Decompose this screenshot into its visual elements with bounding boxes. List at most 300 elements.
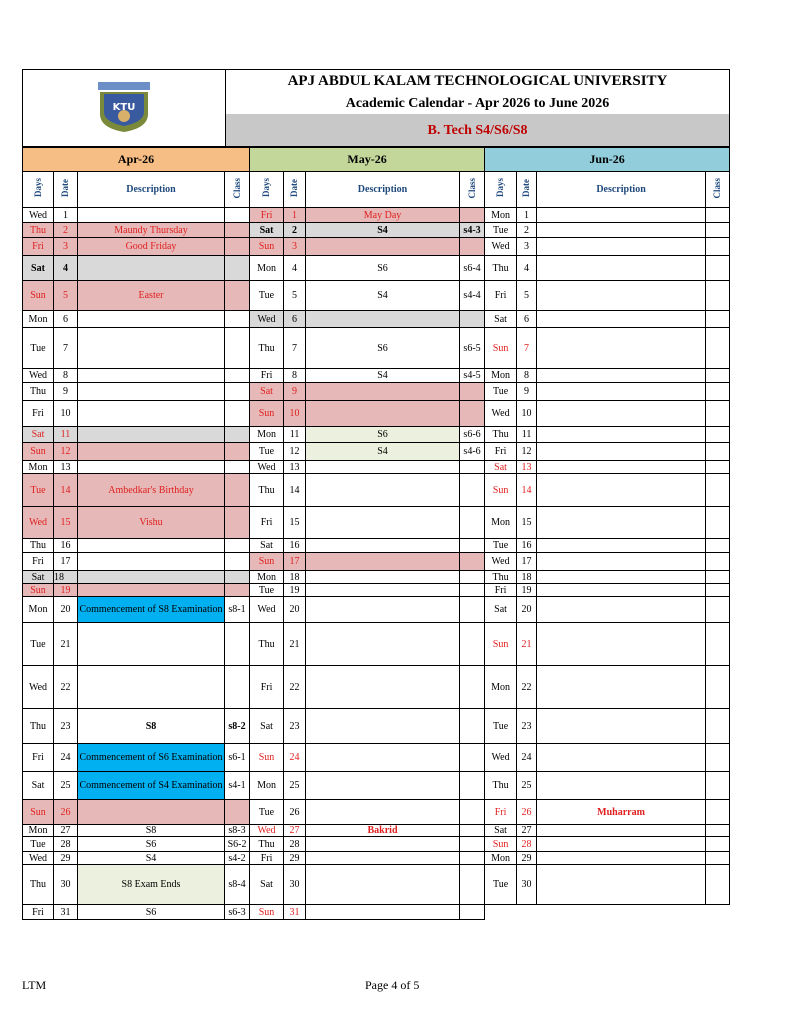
may-date: 18: [284, 571, 306, 584]
jun-date: 1: [517, 208, 537, 223]
jun-col-class: [706, 172, 730, 208]
jun-description: [537, 369, 706, 383]
jun-description: [537, 837, 706, 852]
may-day: Sun: [250, 401, 284, 427]
may-description: [306, 744, 460, 772]
apr-day: Mon: [23, 597, 54, 623]
apr-col-description: [78, 172, 225, 208]
apr-day: Wed: [23, 369, 54, 383]
jun-col-days: [485, 172, 517, 208]
jun-description: [537, 852, 706, 865]
apr-date: 11: [54, 427, 78, 443]
apr-date: 17: [54, 553, 78, 571]
apr-class: s4-2: [225, 852, 250, 865]
apr-class: [225, 474, 250, 507]
jun-class: [706, 328, 730, 369]
may-description: S6: [306, 328, 460, 369]
may-date: 13: [284, 461, 306, 474]
calendar-row: [23, 401, 730, 427]
apr-date: 30: [54, 865, 78, 905]
may-class: [460, 800, 485, 825]
jun-day: Thu: [485, 256, 517, 281]
may-description: S6: [306, 256, 460, 281]
may-description: [306, 597, 460, 623]
jun-class: [706, 666, 730, 709]
jun-class: [706, 772, 730, 800]
jun-class: [706, 709, 730, 744]
apr-description: [78, 539, 225, 553]
apr-col-class: [225, 172, 250, 208]
jun-date: 19: [517, 584, 537, 597]
jun-description: [537, 281, 706, 311]
apr-col-days: [23, 172, 54, 208]
apr-description: [78, 427, 225, 443]
month-header-jun: Jun-26: [485, 148, 730, 172]
jun-day: Mon: [485, 208, 517, 223]
jun-date: 20: [517, 597, 537, 623]
apr-day: Wed: [23, 666, 54, 709]
calendar-row: [23, 328, 730, 369]
may-class: [460, 905, 485, 920]
apr-date: 19: [54, 584, 78, 597]
jun-date: 29: [517, 852, 537, 865]
apr-date: 16: [54, 539, 78, 553]
apr-date: 28: [54, 837, 78, 852]
may-date: 19: [284, 584, 306, 597]
apr-class: [225, 311, 250, 328]
jun-date: 25: [517, 772, 537, 800]
may-class: [460, 865, 485, 905]
may-date: 23: [284, 709, 306, 744]
jun-description: [537, 383, 706, 401]
apr-class: [225, 623, 250, 666]
may-day: Wed: [250, 461, 284, 474]
may-date: 5: [284, 281, 306, 311]
may-description: [306, 461, 460, 474]
calendar-row: [23, 852, 730, 865]
may-class: s4-4: [460, 281, 485, 311]
may-description: [306, 571, 460, 584]
apr-description: S4: [78, 852, 225, 865]
university-logo-icon: [96, 80, 152, 134]
calendar-row: [23, 800, 730, 825]
jun-day: Tue: [485, 223, 517, 238]
may-day: Sat: [250, 709, 284, 744]
apr-class: [225, 800, 250, 825]
jun-class: [706, 553, 730, 571]
jun-class: [706, 623, 730, 666]
apr-date: 27: [54, 825, 78, 837]
apr-description: Commencement of S6 Examination: [78, 744, 225, 772]
apr-description: [78, 328, 225, 369]
jun-day: Wed: [485, 553, 517, 571]
may-description: [306, 474, 460, 507]
may-class: [460, 571, 485, 584]
may-class: [460, 852, 485, 865]
may-class: [460, 772, 485, 800]
may-day: Fri: [250, 369, 284, 383]
calendar-row: [23, 256, 730, 281]
footer-page-number: Page 4 of 5: [365, 978, 420, 992]
may-day: Fri: [250, 208, 284, 223]
apr-day: Thu: [23, 709, 54, 744]
jun-description: [537, 666, 706, 709]
jun-date: 5: [517, 281, 537, 311]
apr-date: 9: [54, 383, 78, 401]
calendar-row: [23, 837, 730, 852]
apr-date: 14: [54, 474, 78, 507]
jun-class: [706, 800, 730, 825]
jun-class: [706, 281, 730, 311]
may-day: Fri: [250, 507, 284, 539]
may-date: 4: [284, 256, 306, 281]
jun-class: [706, 571, 730, 584]
jun-day: Sat: [485, 597, 517, 623]
jun-day: Sun: [485, 474, 517, 507]
apr-description: Maundy Thursday: [78, 223, 225, 238]
calendar-table: [22, 147, 730, 920]
apr-description: S6: [78, 837, 225, 852]
calendar-row: [23, 744, 730, 772]
apr-description: [78, 584, 225, 597]
apr-description: Easter: [78, 281, 225, 311]
apr-day: Fri: [23, 905, 54, 920]
may-description: [306, 709, 460, 744]
apr-date: 21: [54, 623, 78, 666]
apr-class: [225, 281, 250, 311]
apr-class: [225, 328, 250, 369]
may-description: S4: [306, 281, 460, 311]
may-day: Thu: [250, 623, 284, 666]
calendar-row: [23, 825, 730, 837]
may-date: 26: [284, 800, 306, 825]
column-label-description: Description: [126, 184, 176, 195]
may-day: Sat: [250, 865, 284, 905]
jun-class: [706, 597, 730, 623]
may-day: Wed: [250, 597, 284, 623]
may-class: [460, 507, 485, 539]
jun-day: Mon: [485, 507, 517, 539]
jun-day: Sun: [485, 328, 517, 369]
apr-col-date: [54, 172, 78, 208]
apr-day: Mon: [23, 825, 54, 837]
jun-col-date: [517, 172, 537, 208]
apr-class: [225, 238, 250, 256]
column-label-days: Days: [261, 178, 272, 198]
calendar-row: [23, 474, 730, 507]
jun-description: [537, 443, 706, 461]
may-description: S6: [306, 427, 460, 443]
jun-description: [537, 571, 706, 584]
apr-description: [78, 383, 225, 401]
calendar-row: [23, 238, 730, 256]
jun-class: [706, 427, 730, 443]
apr-class: [225, 443, 250, 461]
apr-date: 7: [54, 328, 78, 369]
apr-class: s8-1: [225, 597, 250, 623]
apr-description: [78, 311, 225, 328]
jun-date: 28: [517, 837, 537, 852]
may-date: 24: [284, 744, 306, 772]
apr-class: [225, 666, 250, 709]
jun-description: [537, 553, 706, 571]
may-description: [306, 507, 460, 539]
apr-date: 4: [54, 256, 78, 281]
may-class: [460, 584, 485, 597]
apr-day: Wed: [23, 507, 54, 539]
apr-day: Fri: [23, 238, 54, 256]
may-date: 31: [284, 905, 306, 920]
apr-class: s8-3: [225, 825, 250, 837]
may-class: [460, 311, 485, 328]
jun-description: [537, 584, 706, 597]
column-label-class: Class: [712, 177, 723, 199]
jun-class: [706, 852, 730, 865]
may-day: Mon: [250, 772, 284, 800]
apr-day: Tue: [23, 837, 54, 852]
may-description: May Day: [306, 208, 460, 223]
jun-day: Mon: [485, 852, 517, 865]
apr-day: Thu: [23, 383, 54, 401]
apr-description: [78, 401, 225, 427]
may-day: Wed: [250, 825, 284, 837]
apr-class: [225, 571, 250, 584]
may-class: [460, 238, 485, 256]
may-day: Sat: [250, 223, 284, 238]
may-day: Tue: [250, 584, 284, 597]
apr-day: Wed: [23, 208, 54, 223]
calendar-row: [23, 553, 730, 571]
column-label-class: Class: [466, 177, 477, 199]
apr-description: [78, 208, 225, 223]
jun-class: [706, 461, 730, 474]
jun-class: [706, 383, 730, 401]
calendar-row: [23, 311, 730, 328]
apr-date: 3: [54, 238, 78, 256]
apr-date: 15: [54, 507, 78, 539]
jun-class: [706, 584, 730, 597]
may-description: [306, 837, 460, 852]
may-date: 7: [284, 328, 306, 369]
jun-description: [537, 507, 706, 539]
may-date: 21: [284, 623, 306, 666]
jun-description: [537, 461, 706, 474]
jun-day: Tue: [485, 383, 517, 401]
may-day: Tue: [250, 800, 284, 825]
jun-day: Sun: [485, 837, 517, 852]
apr-class: s6-3: [225, 905, 250, 920]
jun-day: Sat: [485, 311, 517, 328]
jun-description: [537, 865, 706, 905]
may-class: [460, 666, 485, 709]
apr-description: S6: [78, 905, 225, 920]
may-class: [460, 539, 485, 553]
jun-class: [706, 837, 730, 852]
jun-description: [537, 709, 706, 744]
jun-date: 30: [517, 865, 537, 905]
apr-day: Tue: [23, 474, 54, 507]
logo-cell: [23, 70, 226, 147]
may-class: s4-5: [460, 369, 485, 383]
apr-class: s6-1: [225, 744, 250, 772]
may-day: Tue: [250, 281, 284, 311]
may-day: Wed: [250, 311, 284, 328]
calendar-row: [23, 597, 730, 623]
apr-day: Fri: [23, 553, 54, 571]
may-description: [306, 539, 460, 553]
apr-description: [78, 800, 225, 825]
apr-description: [78, 666, 225, 709]
may-description: [306, 401, 460, 427]
apr-class: [225, 427, 250, 443]
column-label-description: Description: [596, 184, 646, 195]
apr-class: [225, 539, 250, 553]
apr-day: Sun: [23, 800, 54, 825]
may-description: [306, 865, 460, 905]
jun-day: Sat: [485, 461, 517, 474]
jun-date: 7: [517, 328, 537, 369]
jun-day: Tue: [485, 865, 517, 905]
calendar-row: [23, 223, 730, 238]
may-class: [460, 474, 485, 507]
may-description: Bakrid: [306, 825, 460, 837]
may-date: 11: [284, 427, 306, 443]
jun-class: [706, 825, 730, 837]
apr-description: Vishu: [78, 507, 225, 539]
calendar-row: [23, 443, 730, 461]
apr-class: [225, 223, 250, 238]
jun-date: 15: [517, 507, 537, 539]
calendar-row: [23, 584, 730, 597]
jun-class: [706, 208, 730, 223]
jun-date: 22: [517, 666, 537, 709]
may-class: [460, 825, 485, 837]
apr-day: Fri: [23, 401, 54, 427]
apr-day: Thu: [23, 865, 54, 905]
apr-description: [78, 369, 225, 383]
may-date: 10: [284, 401, 306, 427]
may-day: Fri: [250, 666, 284, 709]
apr-date: 31: [54, 905, 78, 920]
jun-date: 27: [517, 825, 537, 837]
may-class: s6-6: [460, 427, 485, 443]
calendar-row: [23, 461, 730, 474]
may-class: [460, 623, 485, 666]
may-day: Sat: [250, 539, 284, 553]
jun-class: [706, 311, 730, 328]
jun-description: [537, 825, 706, 837]
jun-date: 14: [517, 474, 537, 507]
jun-class: [706, 865, 730, 905]
jun-description: [537, 223, 706, 238]
may-description: [306, 666, 460, 709]
calendar-title: Academic Calendar - Apr 2026 to June 2026: [345, 95, 610, 111]
jun-class: [706, 223, 730, 238]
may-description: [306, 852, 460, 865]
apr-day: Wed: [23, 852, 54, 865]
jun-class: [706, 744, 730, 772]
jun-day: Fri: [485, 443, 517, 461]
may-description: [306, 800, 460, 825]
jun-description: [537, 238, 706, 256]
may-description: [306, 905, 460, 920]
column-label-date: Date: [521, 179, 532, 197]
may-class: s4-6: [460, 443, 485, 461]
may-day: Tue: [250, 443, 284, 461]
jun-day: Thu: [485, 772, 517, 800]
jun-date: 6: [517, 311, 537, 328]
apr-class: S6-2: [225, 837, 250, 852]
jun-class: [706, 539, 730, 553]
jun-description: [537, 474, 706, 507]
month-header-apr: Apr-26: [23, 148, 250, 172]
jun-description: [537, 744, 706, 772]
apr-day: Sat: [23, 256, 54, 281]
may-day: Thu: [250, 474, 284, 507]
jun-description: [537, 311, 706, 328]
jun-date: 23: [517, 709, 537, 744]
jun-day: Wed: [485, 401, 517, 427]
calendar-row: [23, 772, 730, 800]
may-col-description: [306, 172, 460, 208]
jun-description: [537, 772, 706, 800]
apr-description: [78, 571, 225, 584]
apr-date: 6: [54, 311, 78, 328]
jun-date: 17: [517, 553, 537, 571]
may-date: 3: [284, 238, 306, 256]
jun-class: [706, 443, 730, 461]
may-date: 29: [284, 852, 306, 865]
apr-class: s4-1: [225, 772, 250, 800]
jun-day: Sun: [485, 623, 517, 666]
calendar-row: [23, 905, 730, 920]
jun-description: [537, 597, 706, 623]
apr-description: S8: [78, 825, 225, 837]
jun-class: [706, 238, 730, 256]
may-class: [460, 553, 485, 571]
jun-day: Mon: [485, 666, 517, 709]
university-name: APJ ABDUL KALAM TECHNOLOGICAL UNIVERSITY: [287, 73, 668, 90]
jun-date: 4: [517, 256, 537, 281]
calendar-row: [23, 623, 730, 666]
may-date: 1: [284, 208, 306, 223]
apr-day: Mon: [23, 461, 54, 474]
jun-day: Thu: [485, 571, 517, 584]
may-description: [306, 311, 460, 328]
apr-day: Sat: [23, 571, 54, 584]
column-label-days: Days: [32, 178, 43, 198]
jun-col-description: [537, 172, 706, 208]
calendar-row: [23, 383, 730, 401]
may-date: 6: [284, 311, 306, 328]
apr-date: 1: [54, 208, 78, 223]
jun-description: [537, 539, 706, 553]
apr-class: [225, 553, 250, 571]
jun-date: 26: [517, 800, 537, 825]
calendar-row: [23, 369, 730, 383]
may-class: [460, 401, 485, 427]
apr-day: Mon: [23, 311, 54, 328]
may-date: 27: [284, 825, 306, 837]
may-date: 15: [284, 507, 306, 539]
apr-day: Sun: [23, 584, 54, 597]
jun-date: 16: [517, 539, 537, 553]
may-day: Sun: [250, 905, 284, 920]
may-description: [306, 383, 460, 401]
apr-date: 26: [54, 800, 78, 825]
may-day: Mon: [250, 571, 284, 584]
may-day: Mon: [250, 256, 284, 281]
